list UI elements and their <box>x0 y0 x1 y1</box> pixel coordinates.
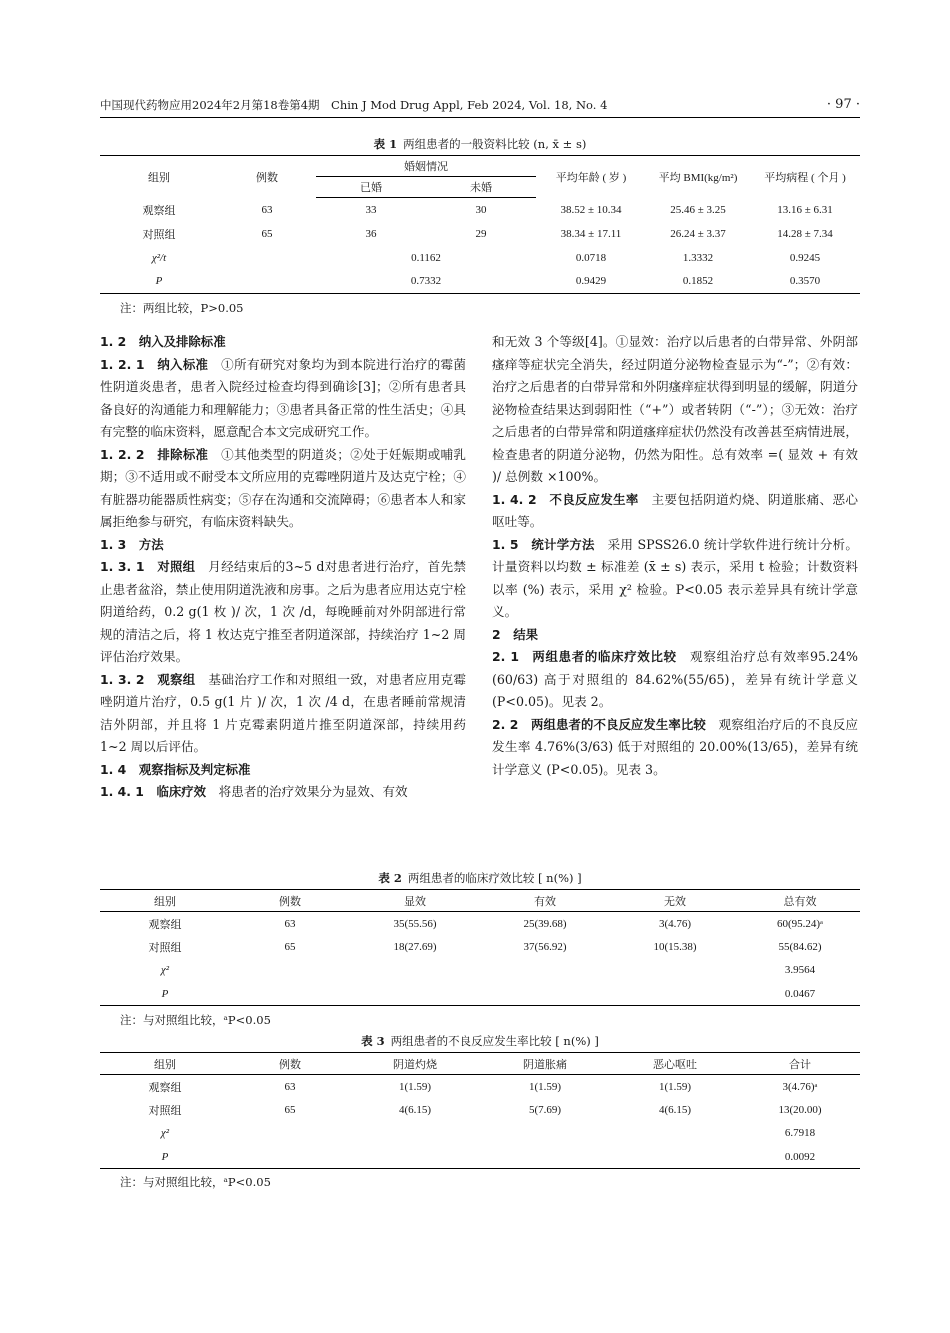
column-header: 无效 <box>610 890 740 912</box>
section-number: 1. 4. 2 <box>492 491 537 507</box>
section-heading: 排除标准 <box>157 446 209 462</box>
table-row <box>100 1075 860 1099</box>
cell <box>480 1122 610 1146</box>
cell <box>350 982 480 1006</box>
section-heading: 观察指标及判定标准 <box>138 761 251 777</box>
column-header: 有效 <box>480 890 610 912</box>
cell <box>218 246 316 270</box>
cell: 0.0718 <box>575 251 607 264</box>
cell <box>480 982 610 1006</box>
cell: χ² <box>160 1127 170 1140</box>
table2-note: 注：与对照组比较，ᵃP<0.05 <box>120 1013 271 1027</box>
cell: 1(1.59) <box>528 1080 562 1093</box>
section-body: 基础治疗工作和对照组一致，对患者应用克霉唑阴道片治疗，0.5 g(1 片 )/ 次，1 次 /4 d，在患者睡前常规清洁外阴部，并且将 1 片克霉素阴道片推至阴道深部，持续用药 1~2 周以后评估。 <box>100 671 467 754</box>
cell: 0.7332 <box>316 270 536 294</box>
cell: 18(27.69) <box>393 940 437 953</box>
table3-caption <box>100 1033 860 1049</box>
section-body: ①其他类型的阴道炎；②处于妊娠期或哺乳期；③不适用或不耐受本文所应用的克霉唑阴道片及达克宁栓；④有脏器功能器质性病变；⑤存在沟通和交流障碍；⑥患者本人和家属拒绝参与研究，有临床资料缺失。 <box>100 446 467 529</box>
t1-h-unmarried: 未婚 <box>426 177 536 198</box>
cell: 30 <box>475 203 487 216</box>
table-row <box>100 246 860 270</box>
cell <box>480 959 610 983</box>
section-number: 1. 3. 1 <box>100 559 145 574</box>
section-body: 主要包括阴道灼烧、阴道胀痛、恶心呕吐等。 <box>492 491 859 529</box>
section-number: 1. 4. 1 <box>100 784 144 799</box>
cell <box>610 982 740 1006</box>
section-body: 月经结束后的3~5 d对患者进行治疗，首先禁止患者盆浴，禁止使用阴道洗液和房事。之后为患者应用达克宁栓阴道给药，0.2 g(1 枚 )/ 次，1 次 /d，每晚睡前对外阴部进行常规的清洁之后，将 1 枚达克宁推至者阴道深部，持续治疗 1~2 周评估治疗效果。 <box>100 559 466 664</box>
cell <box>610 959 740 983</box>
table-row <box>100 935 860 959</box>
column-header: 总有效 <box>740 890 860 912</box>
journal-info: 中国现代药物应用2024年2月第18卷第4期 Chin J Mod Drug Appl, Feb 2024, Vol. 18, No. 4 <box>100 98 608 112</box>
cell: P <box>100 1145 230 1169</box>
section-heading: 结果 <box>513 626 538 642</box>
table-row <box>100 959 860 983</box>
section-body: 观察组治疗后的不良反应发生率 4.76%(3/63) 低于对照组的 20.00%(13/65)，差异有统计学意义 (P<0.05)。见表 3。 <box>492 716 859 777</box>
table2 <box>100 889 860 1006</box>
column-header: 组别 <box>100 1053 230 1075</box>
t1-h-bmi: 平均 BMI(kg/m²) <box>646 156 750 198</box>
column-header: 组别 <box>100 890 230 912</box>
table-row <box>100 270 860 294</box>
paragraph <box>100 354 466 444</box>
table1-label: 表 1 <box>373 137 398 151</box>
cell: 37(56.92) <box>523 940 567 953</box>
cell: P <box>100 982 230 1006</box>
cell: 63 <box>261 203 273 216</box>
t1-h-age: 平均年龄 ( 岁 ) <box>536 156 646 198</box>
section-body: 将患者的治疗效果分为显效、有效 <box>218 784 408 799</box>
paragraph <box>492 534 858 624</box>
cell <box>230 1145 350 1169</box>
cell: 33 <box>365 203 377 216</box>
section-body: ①所有研究对象均为到本院进行治疗的霉菌性阴道炎患者，患者入院经过检查均得到确诊[3]；②所有患者具备良好的沟通能力和理解能力；③患者具备正常的性生活史；④具有完整的临床资料，愿意配合本文完成研究工作。 <box>100 356 467 439</box>
t1-h-group: 组别 <box>100 156 218 198</box>
cell: 观察组 <box>148 1081 182 1094</box>
cell: 63 <box>284 1080 296 1093</box>
section-heading: 临床疗效 <box>156 784 207 799</box>
cell: P <box>100 270 218 294</box>
cell <box>610 1122 740 1146</box>
cell: 65 <box>284 1103 296 1116</box>
cell <box>350 1122 480 1146</box>
column-header: 例数 <box>230 1053 350 1075</box>
cell: 26.24 ± 3.37 <box>670 227 726 240</box>
table3-title: 两组患者的不良反应发生率比较 [ n(%) ] <box>390 1034 599 1048</box>
paragraph <box>492 624 858 647</box>
table-row <box>100 1098 860 1122</box>
cell: 0.0467 <box>740 982 860 1006</box>
cell: 14.28 ± 7.34 <box>777 227 833 240</box>
section-number: 1. 3. 2 <box>100 671 145 687</box>
column-header: 例数 <box>230 890 350 912</box>
paragraph <box>100 669 466 759</box>
t1-h-course: 平均病程 ( 个月 ) <box>750 156 860 198</box>
cell: 0.9429 <box>536 270 646 294</box>
section-number: 2 <box>492 626 501 642</box>
cell <box>350 959 480 983</box>
paragraph <box>492 331 858 489</box>
section-heading: 方法 <box>138 536 164 552</box>
cell: 0.3570 <box>750 270 860 294</box>
cell: χ²/t <box>151 251 167 264</box>
section-body: 和无效 3 个等级[4]。①显效：治疗以后患者的白带异常、外阴部瘙痒等症状完全消失，经过阴道分泌物检查显示为“-”；②有效：治疗之后患者的白带异常和外阴瘙痒症状得到明显的缓解，阴道分泌物检查结果达到弱阳性（“+”）或者转阴（“-”）；③无效：治疗之后患者的白带异常和阴道瘙痒症状仍然没有改善甚至病情进展，检查患者的阴道分泌物，仍然为阳性。总有效率 =( 显效 + 有效 )/ 总例数 ×100%。 <box>492 334 858 484</box>
cell: 0.1162 <box>411 251 441 264</box>
cell: 13.16 ± 6.31 <box>777 203 833 216</box>
paragraph <box>492 714 858 782</box>
t1-h-marital: 婚姻情况 <box>316 156 536 177</box>
section-number: 1. 3 <box>100 536 127 552</box>
section-heading: 纳入标准 <box>157 356 209 372</box>
cell: 36 <box>365 227 377 240</box>
cell: 65 <box>261 227 273 240</box>
section-heading: 两组患者的临床疗效比较 <box>531 649 677 664</box>
table-row <box>100 1122 860 1146</box>
section-number: 2. 1 <box>492 649 519 664</box>
paragraph <box>492 646 858 714</box>
column-header: 显效 <box>350 890 480 912</box>
table1-note: 注：两组比较，P>0.05 <box>120 301 244 315</box>
table2-title: 两组患者的临床疗效比较 [ n(%) ] <box>407 871 582 885</box>
running-header <box>100 97 860 115</box>
cell: 6.7918 <box>784 1127 816 1140</box>
paragraph <box>100 556 466 669</box>
cell: 1.3332 <box>682 251 714 264</box>
cell: 0.1852 <box>646 270 750 294</box>
paragraph <box>100 534 466 557</box>
cell: 3(4.76) <box>658 917 692 930</box>
column-header: 恶心呕吐 <box>610 1053 740 1075</box>
cell: 29 <box>475 227 487 240</box>
cell: 对照组 <box>148 1104 182 1117</box>
table-row <box>100 198 860 222</box>
cell: 13(20.00) <box>778 1103 822 1116</box>
paragraph <box>100 331 466 354</box>
section-heading: 纳入及排除标准 <box>138 334 226 349</box>
cell <box>610 1145 740 1169</box>
cell: 4(6.15) <box>658 1103 692 1116</box>
cell: χ² <box>160 964 170 977</box>
table3-note: 注：与对照组比较，ᵃP<0.05 <box>120 1175 271 1189</box>
section-heading: 不良反应发生率 <box>549 491 639 507</box>
cell: 观察组 <box>142 204 176 217</box>
table1-title: 两组患者的一般资料比较 (n, x̄ ± s) <box>403 137 587 151</box>
cell: 63 <box>284 917 296 930</box>
section-heading: 对照组 <box>157 559 196 574</box>
cell: 0.0092 <box>740 1145 860 1169</box>
cell: 5(7.69) <box>528 1103 562 1116</box>
column-header: 阴道胀痛 <box>480 1053 610 1075</box>
cell: 对照组 <box>142 228 176 241</box>
cell: 25(39.68) <box>523 917 567 930</box>
cell: 3(4.76)ᵃ <box>782 1080 818 1093</box>
column-header: 阴道灼烧 <box>350 1053 480 1075</box>
cell: 1(1.59) <box>658 1080 692 1093</box>
cell: 1(1.59) <box>398 1080 432 1093</box>
cell: 38.34 ± 17.11 <box>560 227 622 240</box>
cell: 观察组 <box>148 918 182 931</box>
section-heading: 统计学方法 <box>531 536 595 552</box>
cell: 对照组 <box>148 941 182 954</box>
section-heading: 两组患者的不良反应发生率比较 <box>530 716 706 732</box>
left-column <box>100 331 466 804</box>
page-number: · 97 · <box>826 97 860 112</box>
cell: 0.9245 <box>789 251 821 264</box>
t1-h-cases: 例数 <box>218 156 316 198</box>
cell: 60(95.24)ᵃ <box>776 917 824 930</box>
table3-label: 表 3 <box>361 1034 385 1048</box>
table2-label: 表 2 <box>378 871 402 885</box>
cell <box>230 1122 350 1146</box>
cell: 4(6.15) <box>398 1103 432 1116</box>
cell: 35(55.56) <box>393 917 437 930</box>
section-number: 1. 5 <box>492 536 519 552</box>
cell <box>230 982 350 1006</box>
section-number: 1. 2. 2 <box>100 446 145 462</box>
table2-caption <box>100 870 860 886</box>
paragraph <box>100 759 466 782</box>
right-column <box>492 331 858 781</box>
cell: 55(84.62) <box>778 940 822 953</box>
table-row <box>100 912 860 936</box>
section-number: 2. 2 <box>492 716 519 732</box>
cell: 10(15.38) <box>653 940 697 953</box>
section-number: 1. 4 <box>100 761 127 777</box>
cell: 3.9564 <box>784 964 816 977</box>
table1-caption <box>100 136 860 152</box>
cell <box>350 1145 480 1169</box>
section-number: 1. 2 <box>100 334 127 349</box>
paragraph <box>100 444 466 534</box>
cell <box>480 1145 610 1169</box>
table-row <box>100 222 860 246</box>
paragraph <box>100 781 466 804</box>
section-body: 采用 SPSS26.0 统计学软件进行统计分析。计量资料以均数 ± 标准差 (x̄ ± s) 表示，采用 t 检验；计数资料以率 (%) 表示，采用 χ² 检验。P<0.05 表示差异具有统计学意义。 <box>492 536 858 619</box>
cell: 25.46 ± 3.25 <box>670 203 726 216</box>
paragraph <box>492 489 858 534</box>
cell <box>218 270 316 294</box>
cell <box>230 959 350 983</box>
cell: 65 <box>284 940 296 953</box>
section-body: 观察组治疗总有效率95.24%(60/63) 高于对照组的 84.62%(55/65)，差异有统计学意义 (P<0.05)。见表 2。 <box>492 649 858 709</box>
table-row <box>100 1145 860 1169</box>
table-row <box>100 982 860 1006</box>
section-number: 1. 2. 1 <box>100 356 145 372</box>
column-header: 合计 <box>740 1053 860 1075</box>
t1-h-married: 已婚 <box>316 177 426 198</box>
table1 <box>100 155 860 294</box>
table3 <box>100 1052 860 1169</box>
cell: 38.52 ± 10.34 <box>560 203 622 216</box>
section-heading: 观察组 <box>157 671 196 687</box>
header-rule <box>100 117 860 118</box>
